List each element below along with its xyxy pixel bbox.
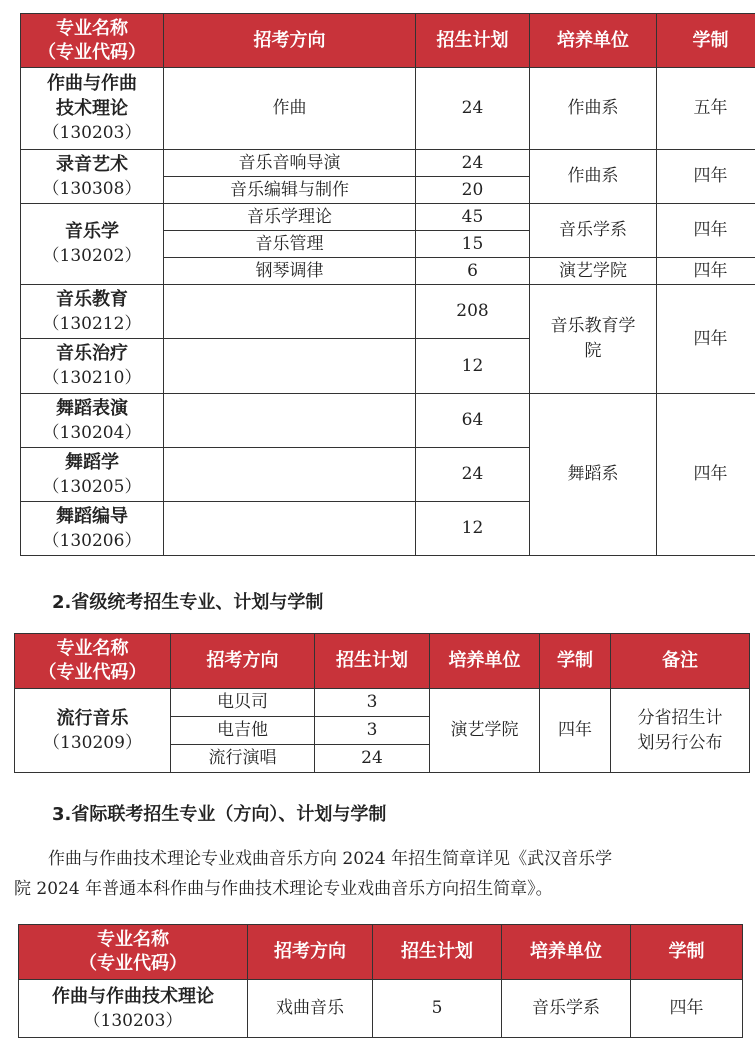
enrollment-table-2 <box>14 633 750 773</box>
plan-cell: 208 <box>416 285 530 339</box>
major-cell: 舞蹈表演 （130204） <box>21 394 164 448</box>
plan-cell: 64 <box>416 394 530 448</box>
note-cell: 分省招生计 划另行公布 <box>611 689 750 773</box>
header-major-name: 专业名称 （专业代码） <box>15 634 171 689</box>
table-row <box>21 68 755 150</box>
unit-cell: 演艺学院 <box>430 689 540 773</box>
enrollment-table-1 <box>20 13 755 556</box>
plan-cell: 12 <box>416 339 530 394</box>
direction-cell: 电吉他 <box>171 717 315 745</box>
plan-cell: 45 <box>416 204 530 231</box>
duration-cell: 四年 <box>631 980 743 1038</box>
direction-cell: 作曲 <box>164 68 416 150</box>
major-cell: 音乐学 （130202） <box>21 204 164 285</box>
table-row <box>21 150 755 177</box>
header-duration: 学制 <box>631 925 743 980</box>
table-header-row <box>15 634 750 689</box>
plan-cell: 12 <box>416 502 530 556</box>
direction-cell <box>164 394 416 448</box>
major-cell: 作曲与作曲技术理论 （130203） <box>19 980 248 1038</box>
direction-cell <box>164 285 416 339</box>
direction-cell <box>164 502 416 556</box>
direction-cell: 音乐学理论 <box>164 204 416 231</box>
header-major-name: 专业名称 （专业代码） <box>19 925 248 980</box>
duration-cell: 四年 <box>540 689 611 773</box>
paragraph-line: 院 2024 年普通本科作曲与作曲技术理论专业戏曲音乐方向招生简章》。 <box>14 879 553 899</box>
plan-cell: 3 <box>315 689 430 717</box>
major-cell: 作曲与作曲 技术理论 （130203） <box>21 68 164 150</box>
unit-cell: 演艺学院 <box>530 258 657 285</box>
unit-cell: 音乐学系 <box>530 204 657 258</box>
direction-cell: 戏曲音乐 <box>248 980 373 1038</box>
duration-cell: 四年 <box>657 258 755 285</box>
unit-cell: 作曲系 <box>530 150 657 204</box>
direction-cell: 音乐音响导演 <box>164 150 416 177</box>
plan-cell: 24 <box>416 448 530 502</box>
header-duration: 学制 <box>540 634 611 689</box>
header-plan: 招生计划 <box>315 634 430 689</box>
header-direction: 招考方向 <box>248 925 373 980</box>
duration-cell: 四年 <box>657 394 755 556</box>
direction-cell <box>164 339 416 394</box>
section-2-heading: 2.省级统考招生专业、计划与学制 <box>52 592 324 613</box>
table-header-row <box>21 14 755 68</box>
plan-cell: 15 <box>416 231 530 258</box>
direction-cell: 钢琴调律 <box>164 258 416 285</box>
major-cell: 流行音乐 （130209） <box>15 689 171 773</box>
plan-cell: 24 <box>315 745 430 773</box>
header-major-name: 专业名称 （专业代码） <box>21 14 164 68</box>
table-row <box>21 285 755 339</box>
plan-cell: 24 <box>416 150 530 177</box>
header-note: 备注 <box>611 634 750 689</box>
duration-cell: 四年 <box>657 285 755 394</box>
section-3-heading: 3.省际联考招生专业（方向）、计划与学制 <box>52 804 387 825</box>
table-row <box>15 689 750 717</box>
unit-cell: 音乐学系 <box>502 980 631 1038</box>
header-duration: 学制 <box>657 14 755 68</box>
duration-cell: 五年 <box>657 68 755 150</box>
major-cell: 音乐治疗 （130210） <box>21 339 164 394</box>
direction-cell: 音乐管理 <box>164 231 416 258</box>
major-cell: 录音艺术 （130308） <box>21 150 164 204</box>
table-header-row <box>19 925 743 980</box>
duration-cell: 四年 <box>657 204 755 258</box>
direction-cell: 电贝司 <box>171 689 315 717</box>
duration-cell: 四年 <box>657 150 755 204</box>
major-cell: 音乐教育 （130212） <box>21 285 164 339</box>
enrollment-table-3 <box>18 924 743 1038</box>
paragraph-line: 作曲与作曲技术理论专业戏曲音乐方向 2024 年招生简章详见《武汉音乐学 <box>14 849 613 869</box>
unit-cell: 舞蹈系 <box>530 394 657 556</box>
major-cell: 舞蹈编导 （130206） <box>21 502 164 556</box>
header-direction: 招考方向 <box>164 14 416 68</box>
major-cell: 舞蹈学 （130205） <box>21 448 164 502</box>
table-row <box>19 980 743 1038</box>
header-unit: 培养单位 <box>530 14 657 68</box>
header-plan: 招生计划 <box>416 14 530 68</box>
header-plan: 招生计划 <box>373 925 502 980</box>
unit-cell: 作曲系 <box>530 68 657 150</box>
unit-cell: 音乐教育学 院 <box>530 285 657 394</box>
table-row <box>21 204 755 231</box>
header-unit: 培养单位 <box>430 634 540 689</box>
direction-cell: 流行演唱 <box>171 745 315 773</box>
direction-cell: 音乐编辑与制作 <box>164 177 416 204</box>
plan-cell: 24 <box>416 68 530 150</box>
header-direction: 招考方向 <box>171 634 315 689</box>
direction-cell <box>164 448 416 502</box>
plan-cell: 6 <box>416 258 530 285</box>
header-unit: 培养单位 <box>502 925 631 980</box>
plan-cell: 5 <box>373 980 502 1038</box>
plan-cell: 3 <box>315 717 430 745</box>
table-row <box>21 394 755 448</box>
plan-cell: 20 <box>416 177 530 204</box>
section-3-paragraph <box>14 844 748 904</box>
